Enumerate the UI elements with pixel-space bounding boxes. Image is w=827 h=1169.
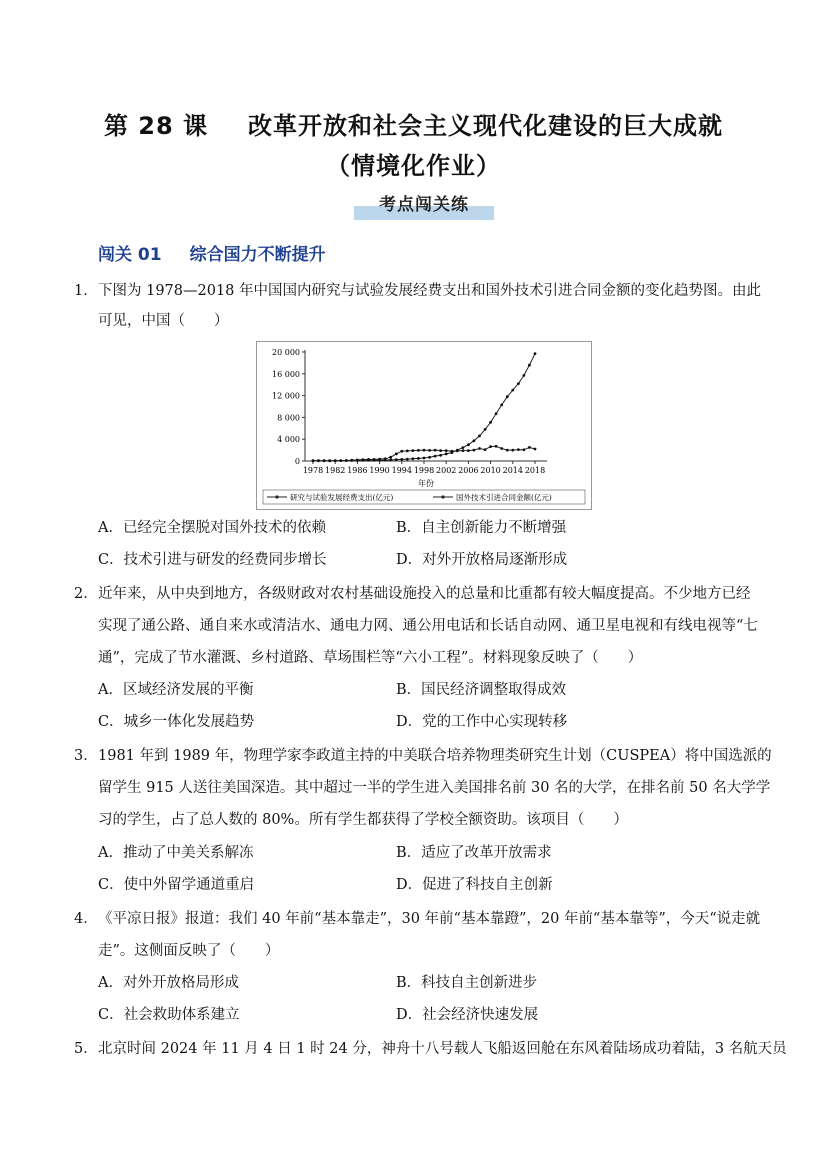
option-c[interactable]: C．社会救助体系建立	[98, 1007, 240, 1023]
question-text-line: 近年来，从中央到地方，各级财政对农村基础设施投入的总量和比重都有较大幅度提高。不少地方已经	[98, 586, 751, 602]
page-subtitle: （情境化作业）	[326, 152, 501, 180]
data-point-import	[406, 450, 409, 453]
data-point-import	[439, 449, 442, 452]
y-tick-label: 16 000	[272, 369, 300, 379]
option-b[interactable]: B．适应了改革开放需求	[396, 845, 552, 861]
data-point-rd	[500, 404, 503, 407]
section-title: 综合国力不断提升	[189, 245, 326, 265]
series-line-rd	[313, 354, 535, 461]
data-point-import	[362, 458, 365, 461]
x-tick-label: 1982	[325, 466, 346, 475]
x-tick-label: 1986	[347, 466, 368, 475]
data-point-import	[484, 448, 487, 451]
data-point-import	[456, 450, 459, 453]
data-point-rd	[517, 382, 520, 385]
y-tick-label: 8 000	[277, 413, 300, 423]
option-a[interactable]: A．区域经济发展的平衡	[98, 682, 254, 698]
lesson-title: 改革开放和社会主义现代化建设的巨大成就	[248, 112, 724, 140]
section-badge	[354, 190, 494, 220]
question-number: 5．	[74, 1041, 98, 1057]
data-point-rd	[439, 454, 442, 457]
data-point-rd	[423, 457, 426, 460]
option-c[interactable]: C．使中外留学通道重启	[98, 877, 255, 893]
data-point-rd	[412, 457, 415, 460]
data-point-import	[517, 448, 520, 451]
legend-marker-rd	[275, 495, 278, 498]
question-number: 3．	[74, 748, 98, 764]
data-point-import	[511, 449, 514, 452]
data-point-import	[373, 458, 376, 461]
data-point-import	[467, 449, 470, 452]
option-d[interactable]: D．党的工作中心实现转移	[396, 714, 568, 730]
data-point-import	[350, 459, 353, 462]
option-d[interactable]: D．促进了科技自主创新	[396, 877, 553, 893]
section-number: 闯关 01	[98, 245, 162, 265]
data-point-import	[417, 449, 420, 452]
x-tick-label: 2010	[480, 466, 501, 475]
x-tick-label: 1998	[413, 466, 435, 475]
question-text-line: 可见，中国（ ）	[98, 313, 229, 329]
question-text-line: 1981 年到 1989 年，物理学家李政道主持的中美联合培养物理类研究生计划（CUSPEA）将中国选派的	[98, 748, 772, 764]
option-d[interactable]: D．对外开放格局逐渐形成	[396, 552, 568, 568]
data-point-import	[317, 459, 320, 462]
data-point-import	[434, 449, 437, 452]
data-point-import	[323, 459, 326, 462]
data-point-rd	[406, 458, 409, 461]
question-text-line: 习的学生，占了总人数的 80%。所有学生都获得了学校全额资助。该项目（ ）	[98, 812, 628, 828]
legend-label-import: 国外技术引进合同金额(亿元)	[456, 493, 552, 502]
data-point-rd	[506, 395, 509, 398]
x-tick-label: 1978	[302, 466, 324, 475]
badge-label: 考点闯关练	[379, 195, 469, 215]
data-point-import	[534, 448, 537, 451]
option-c[interactable]: C．城乡一体化发展趋势	[98, 714, 255, 730]
data-point-import	[339, 459, 342, 462]
data-point-rd	[467, 443, 470, 446]
data-point-import	[367, 458, 370, 461]
x-tick-label: 2006	[458, 466, 479, 475]
question-number: 2．	[74, 586, 98, 602]
data-point-import	[506, 449, 509, 452]
data-point-import	[450, 450, 453, 453]
lesson-number: 第 28 课	[103, 112, 209, 140]
data-point-rd	[434, 455, 437, 458]
option-a[interactable]: A．对外开放格局形成	[98, 975, 239, 991]
section-heading	[98, 240, 326, 265]
data-point-import	[312, 459, 315, 462]
x-tick-label: 2014	[502, 466, 523, 475]
data-point-import	[328, 459, 331, 462]
trend-chart	[256, 341, 592, 510]
data-point-rd	[462, 446, 465, 449]
data-point-rd	[528, 364, 531, 367]
data-point-rd	[489, 421, 492, 424]
x-tick-label: 1990	[369, 466, 390, 475]
data-point-rd	[478, 435, 481, 438]
data-point-import	[389, 456, 392, 459]
question-text-line: 走”。这侧面反映了（ ）	[98, 943, 280, 959]
data-point-import	[423, 449, 426, 452]
x-tick-label: 1994	[391, 466, 412, 475]
question-number: 1．	[74, 283, 98, 299]
data-point-rd	[511, 389, 514, 392]
data-point-rd	[523, 374, 526, 377]
question-number: 4．	[74, 911, 98, 927]
y-tick-label: 20 000	[272, 348, 300, 357]
option-b[interactable]: B．科技自主创新进步	[396, 975, 538, 991]
x-axis-label: 年份	[418, 479, 434, 488]
option-d[interactable]: D．社会经济快速发展	[396, 1007, 539, 1023]
data-point-import	[523, 448, 526, 451]
data-point-import	[384, 457, 387, 460]
data-point-import	[412, 449, 415, 452]
data-point-rd	[428, 456, 431, 459]
question-text-line: 留学生 915 人送往美国深造。其中超过一半的学生进入美国排名前 30 名的大学，在排名前 50 名大学学	[98, 780, 771, 796]
data-point-rd	[473, 439, 476, 442]
y-tick-label: 4 000	[277, 435, 300, 445]
data-point-import	[473, 449, 476, 452]
data-point-rd	[389, 459, 392, 462]
y-tick-label: 12 000	[272, 391, 300, 401]
data-point-rd	[417, 457, 420, 460]
data-point-rd	[395, 458, 398, 461]
data-point-import	[400, 450, 403, 453]
data-point-rd	[400, 458, 403, 461]
data-point-rd	[484, 428, 487, 431]
data-point-import	[428, 449, 431, 452]
data-point-import	[445, 449, 448, 452]
data-point-import	[345, 459, 348, 462]
y-tick-label: 0	[294, 457, 300, 466]
question-text-line: 通”，完成了节水灌溉、乡村道路、草场围栏等“六小工程”。材料现象反映了（ ）	[98, 650, 643, 666]
question-text-line: 《平凉日报》报道：我们 40 年前“基本靠走”，30 年前“基本靠蹬”，20 年前“基本靠等”，今天“说走就	[98, 911, 761, 927]
question-text-line: 下图为 1978—2018 年中国国内研究与试验发展经费支出和国外技术引进合同金额的变化趋势图。由此	[98, 283, 762, 299]
data-point-import	[334, 459, 337, 462]
data-point-import	[478, 447, 481, 450]
data-point-rd	[534, 352, 537, 355]
x-tick-label: 2018	[524, 466, 546, 475]
data-point-import	[528, 446, 531, 449]
option-b[interactable]: B．自主创新能力不断增强	[396, 520, 567, 536]
question-text-line: 实现了通公路、通自来水或清洁水、通电力网、通公用电话和长话自动网、通卫星电视和有线电视等“七	[98, 618, 758, 634]
data-point-import	[495, 445, 498, 448]
question-text-line: 北京时间 2024 年 11 月 4 日 1 时 24 分，神舟十八号载人飞船返回舱在东风着陆场成功着陆，3 名航天员	[98, 1041, 787, 1057]
option-a[interactable]: A．已经完全摆脱对国外技术的依赖	[98, 520, 326, 536]
page-title	[0, 106, 827, 141]
data-point-import	[500, 447, 503, 450]
data-point-import	[462, 449, 465, 452]
data-point-import	[378, 458, 381, 461]
data-point-rd	[445, 453, 448, 456]
option-c[interactable]: C．技术引进与研发的经费同步增长	[98, 552, 327, 568]
chart-svg	[257, 342, 591, 509]
legend-marker-import	[441, 495, 444, 498]
option-b[interactable]: B．国民经济调整取得成效	[396, 682, 567, 698]
data-point-rd	[495, 412, 498, 415]
x-tick-label: 2002	[436, 466, 457, 475]
data-point-import	[356, 459, 359, 462]
option-a[interactable]: A．推动了中美关系解冻	[98, 845, 254, 861]
legend-label-rd: 研究与试验发展经费支出(亿元)	[290, 493, 394, 502]
data-point-import	[489, 445, 492, 448]
data-point-import	[395, 453, 398, 456]
